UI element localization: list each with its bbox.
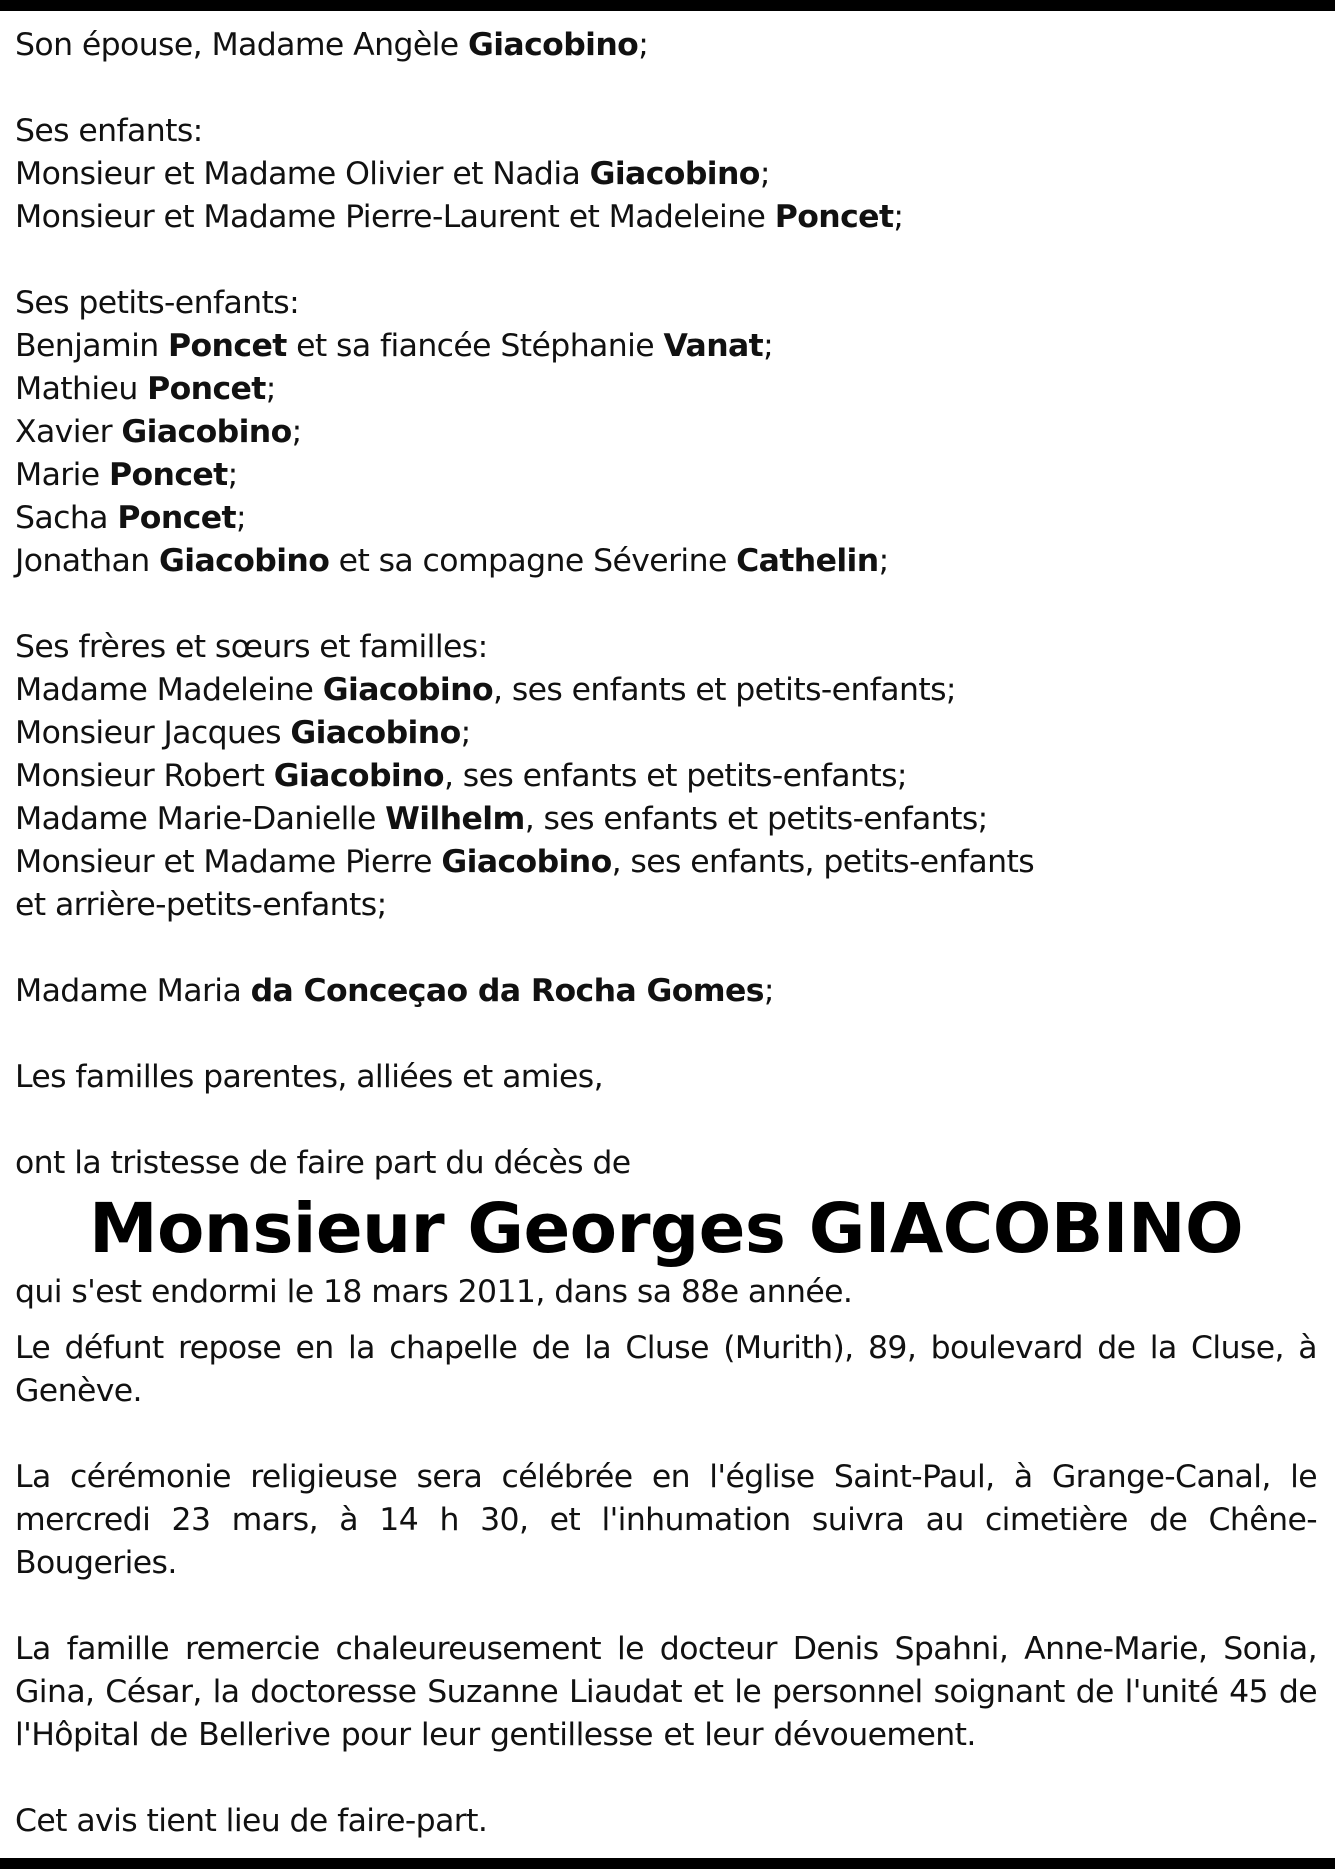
spacer — [15, 1314, 1317, 1327]
children-heading: Ses enfants: — [15, 113, 203, 149]
closing-line: Cet avis tient lieu de faire-part. — [15, 1803, 488, 1839]
grandchildren-heading: Ses petits-enfants: — [15, 285, 300, 321]
spacer — [15, 583, 1317, 626]
spacer — [15, 1099, 1317, 1142]
thanks-paragraph: La famille remercie chaleureusement le docteur Denis Spahni, Anne-Marie, Sonia, Gina, César, la doctoresse Suzanne Liaudat et le personnel soignant de l'unité 45 de l'Hôpital de Bellerive pour leur gentillesse et leur dévouement. — [15, 1631, 1317, 1753]
child-line: Monsieur et Madame Pierre-Laurent et Madeleine Poncet; — [15, 199, 904, 235]
siblings-heading: Ses frères et sœurs et familles: — [15, 629, 488, 665]
death-notice — [15, 24, 1317, 1843]
grandchild-line: Benjamin Poncet et sa fiancée Stéphanie Vanat; — [15, 328, 774, 364]
sibling-line: Madame Madeleine Giacobino, ses enfants et petits-enfants; — [15, 672, 956, 708]
grandchild-line: Xavier Giacobino; — [15, 414, 302, 450]
grandchild-line: Sacha Poncet; — [15, 500, 246, 536]
sibling-line: Monsieur et Madame Pierre Giacobino, ses enfants, petits-enfants — [15, 844, 1035, 880]
ceremony-paragraph: La cérémonie religieuse sera célébrée en l'église Saint-Paul, à Grange-Canal, le mercredi 23 mars, à 14 h 30, et l'inhumation suivra au cimetière de Chêne-Bougeries. — [15, 1459, 1317, 1581]
spacer — [15, 239, 1317, 282]
spacer — [15, 927, 1317, 970]
sibling-continuation-line: et arrière-petits-enfants; — [15, 887, 387, 923]
sibling-line: Monsieur Jacques Giacobino; — [15, 715, 471, 751]
child-line: Monsieur et Madame Olivier et Nadia Giacobino; — [15, 156, 770, 192]
spacer — [15, 1757, 1317, 1800]
spouse-line: Son épouse, Madame Angèle Giacobino; — [15, 27, 649, 63]
families-line: Les familles parentes, alliées et amies, — [15, 1059, 604, 1095]
grandchild-line: Jonathan Giacobino et sa compagne Séverine Cathelin; — [15, 543, 889, 579]
spacer — [15, 1013, 1317, 1056]
announcement-line: ont la tristesse de faire part du décès de — [15, 1145, 631, 1181]
rest-paragraph: Le défunt repose en la chapelle de la Cluse (Murith), 89, boulevard de la Cluse, à Genève. — [15, 1330, 1317, 1409]
sibling-line: Monsieur Robert Giacobino, ses enfants et petits-enfants; — [15, 758, 907, 794]
passing-line: qui s'est endormi le 18 mars 2011, dans sa 88e année. — [15, 1274, 853, 1310]
spacer — [15, 67, 1317, 110]
other-relative-line: Madame Maria da Conceçao da Rocha Gomes; — [15, 973, 774, 1009]
top-border-rule — [0, 0, 1335, 11]
sibling-line: Madame Marie-Danielle Wilhelm, ses enfants et petits-enfants; — [15, 801, 988, 837]
spacer — [15, 1585, 1317, 1628]
grandchild-line: Marie Poncet; — [15, 457, 238, 493]
deceased-name: Monsieur Georges GIACOBINO — [88, 1189, 1244, 1269]
grandchild-line: Mathieu Poncet; — [15, 371, 276, 407]
spacer — [15, 1413, 1317, 1456]
bottom-border-rule — [0, 1858, 1335, 1869]
